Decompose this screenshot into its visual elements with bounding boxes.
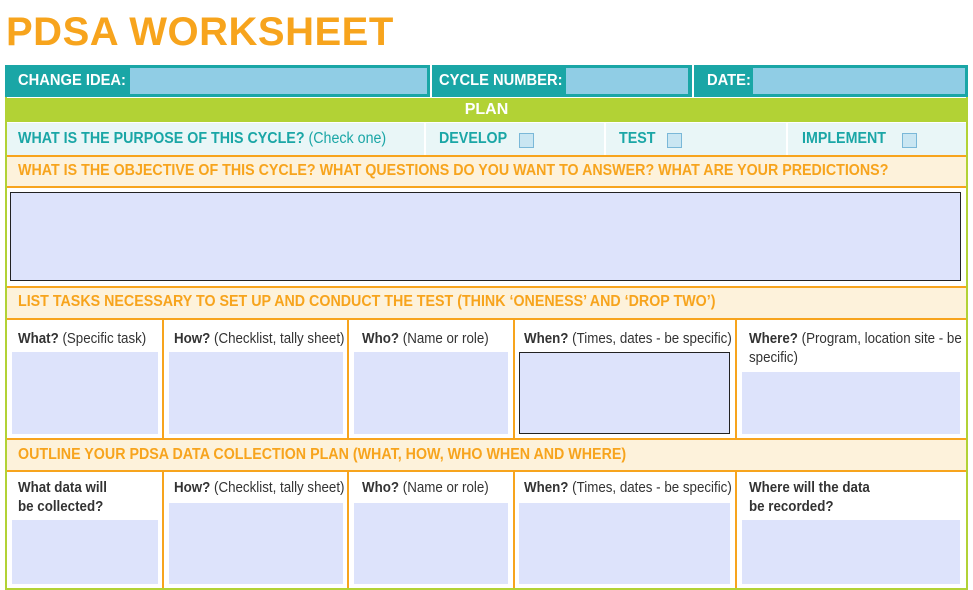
test-checkbox[interactable] (667, 133, 682, 148)
change-idea-field[interactable] (130, 68, 427, 94)
develop-checkbox[interactable] (519, 133, 534, 148)
tasks-col-who: Who? (Name or role) (362, 331, 489, 347)
data-plan-prompt: OUTLINE YOUR PDSA DATA COLLECTION PLAN (WHAT, HOW, WHO WHEN AND WHERE) (18, 446, 627, 463)
data-when-entry[interactable] (519, 503, 730, 584)
column-divider (162, 472, 164, 590)
change-idea-label: CHANGE IDEA: (18, 72, 126, 89)
option-develop-label: DEVELOP (439, 130, 508, 147)
data-col-how: How? (Checklist, tally sheet) (174, 480, 345, 496)
objective-prompt: WHAT IS THE OBJECTIVE OF THIS CYCLE? WHAT QUESTIONS DO YOU WANT TO ANSWER? WHAT ARE YOUR PREDICTIONS? (18, 162, 889, 179)
data-how-entry[interactable] (169, 503, 343, 584)
data-who-entry[interactable] (354, 503, 508, 584)
header-divider (430, 65, 432, 97)
tasks-col-when: When? (Times, dates - be specific) (524, 331, 732, 347)
data-col-what: What data will be collected? (18, 480, 107, 515)
page-title: PDSA WORKSHEET (6, 10, 394, 54)
purpose-divider (604, 123, 606, 155)
data-col-when: When? (Times, dates - be specific) (524, 480, 732, 496)
divider-line (7, 186, 966, 188)
purpose-question: WHAT IS THE PURPOSE OF THIS CYCLE? (Check one) (18, 130, 387, 147)
tasks-col-how: How? (Checklist, tally sheet) (174, 331, 345, 347)
tasks-col-what: What? (Specific task) (18, 331, 147, 347)
purpose-divider (424, 123, 426, 155)
header-divider (692, 65, 694, 97)
divider-line (7, 470, 966, 472)
option-implement-label: IMPLEMENT (802, 130, 886, 147)
objective-entry-box[interactable] (10, 192, 961, 281)
cycle-number-field[interactable] (566, 68, 688, 94)
cycle-number-label: CYCLE NUMBER: (439, 72, 563, 89)
data-col-who: Who? (Name or role) (362, 480, 489, 496)
implement-checkbox[interactable] (902, 133, 917, 148)
plan-heading: PLAN (5, 98, 968, 122)
option-test-label: TEST (619, 130, 656, 147)
divider-line (7, 318, 966, 320)
date-label: DATE: (707, 72, 751, 89)
date-field[interactable] (753, 68, 965, 94)
tasks-prompt: LIST TASKS NECESSARY TO SET UP AND CONDUCT THE TEST (THINK ‘ONENESS’ AND ‘DROP TWO’) (18, 293, 716, 310)
tasks-how-entry[interactable] (169, 352, 343, 434)
data-what-entry[interactable] (12, 520, 158, 584)
tasks-who-entry[interactable] (354, 352, 508, 434)
data-where-entry[interactable] (742, 520, 960, 584)
data-col-where: Where will the data be recorded? (749, 480, 870, 515)
tasks-where-entry[interactable] (742, 372, 960, 434)
tasks-when-entry[interactable] (519, 352, 730, 434)
purpose-divider (786, 123, 788, 155)
tasks-what-entry[interactable] (12, 352, 158, 434)
tasks-col-where: Where? (Program, location site - be specific) (749, 331, 962, 366)
